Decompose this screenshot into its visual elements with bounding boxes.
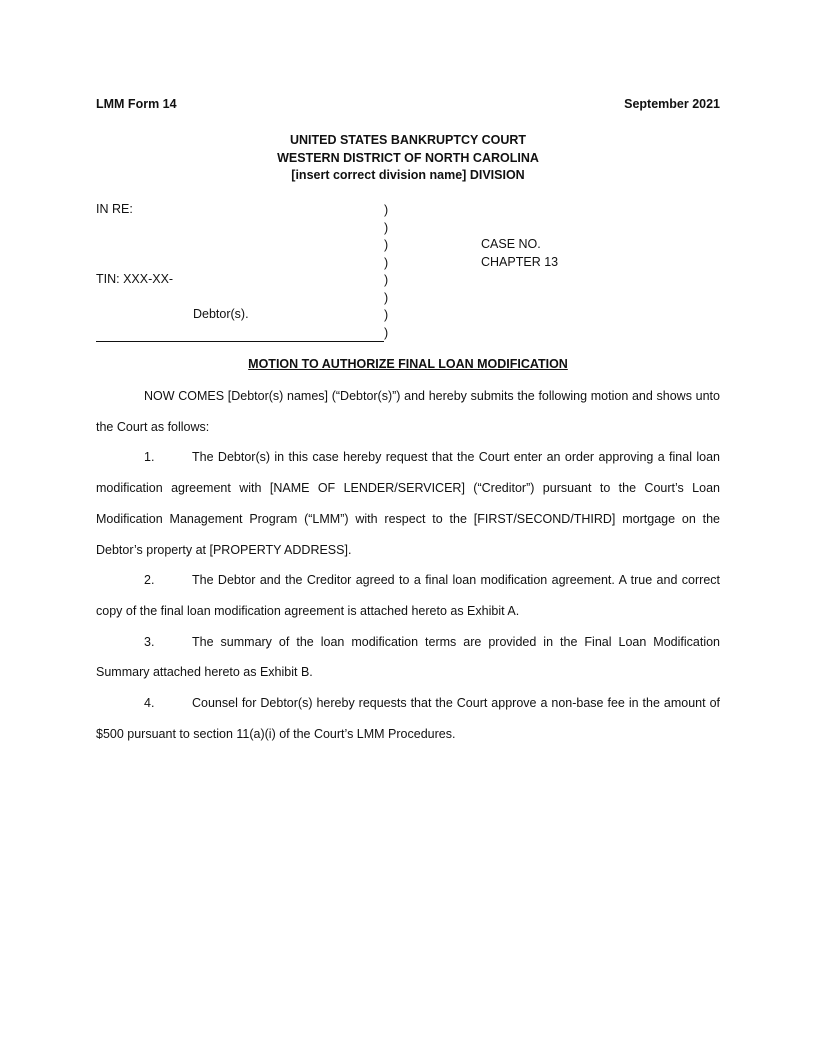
paren-4: ) xyxy=(384,255,389,270)
case-number-label: CASE NO. xyxy=(481,237,541,251)
paragraph-text: Counsel for Debtor(s) hereby requests that the Court approve a non-base fee in the amount of $500 pursuant to section 11(a)(i) of the Court’s LMM Procedures. xyxy=(96,696,720,741)
paragraph-text: The Debtor(s) in this case hereby request that the Court enter an order approving a final loan modification agreement with [NAME OF LENDER/SERVICER] (“Creditor”) pursuant to the Court’s Loan Modification Management Program (“LMM”) with respect to the [FIRST/SECOND/THIRD] mortgage on the Debtor’s property at [PROPERTY ADDRESS]. xyxy=(96,450,720,557)
paren-5: ) xyxy=(384,273,389,287)
caption-bracket xyxy=(384,202,388,342)
motion-body xyxy=(96,381,720,749)
tin-label: TIN: XXX-XX- xyxy=(96,272,174,286)
form-id: LMM Form 14 xyxy=(96,97,177,111)
paragraph-number: 3. xyxy=(144,634,155,649)
paragraph-text: The summary of the loan modification terms are provided in the Final Loan Modification Summary attached hereto as Exhibit B. xyxy=(96,634,720,680)
numbered-paragraph xyxy=(96,565,720,626)
caption-rule xyxy=(96,341,384,342)
paren-8: ) xyxy=(384,325,389,340)
numbered-paragraph xyxy=(96,688,720,749)
paragraph-number: 4. xyxy=(144,696,155,711)
paren-6: ) xyxy=(384,290,389,305)
motion-title: MOTION TO AUTHORIZE FINAL LOAN MODIFICATION xyxy=(248,357,568,371)
numbered-paragraph xyxy=(96,442,720,565)
court-name: UNITED STATES BANKRUPTCY COURT xyxy=(289,133,527,147)
paren-1: ) xyxy=(384,203,389,217)
paragraph-text: The Debtor and the Creditor agreed to a final loan modification agreement. A true and correct copy of the final loan modification agreement is attached hereto as Exhibit A. xyxy=(96,573,720,618)
paragraph-number: 2. xyxy=(144,573,155,588)
court-heading xyxy=(96,132,720,185)
chapter-label: CHAPTER 13 xyxy=(481,255,559,269)
form-date: September 2021 xyxy=(624,97,720,111)
intro-paragraph: NOW COMES [Debtor(s) names] (“Debtor(s)”) and hereby submits the following motion and shows unto the Court as follows: xyxy=(96,389,720,434)
in-re-label: IN RE: xyxy=(96,202,133,216)
paren-7: ) xyxy=(384,308,389,322)
paren-3: ) xyxy=(384,238,389,252)
paren-2: ) xyxy=(384,220,389,235)
paragraph-number: 1. xyxy=(144,450,155,465)
court-division: [insert correct division name] DIVISION xyxy=(291,168,525,182)
numbered-paragraph xyxy=(96,627,720,688)
debtor-label: Debtor(s). xyxy=(193,307,249,321)
court-district: WESTERN DISTRICT OF NORTH CAROLINA xyxy=(277,150,539,165)
